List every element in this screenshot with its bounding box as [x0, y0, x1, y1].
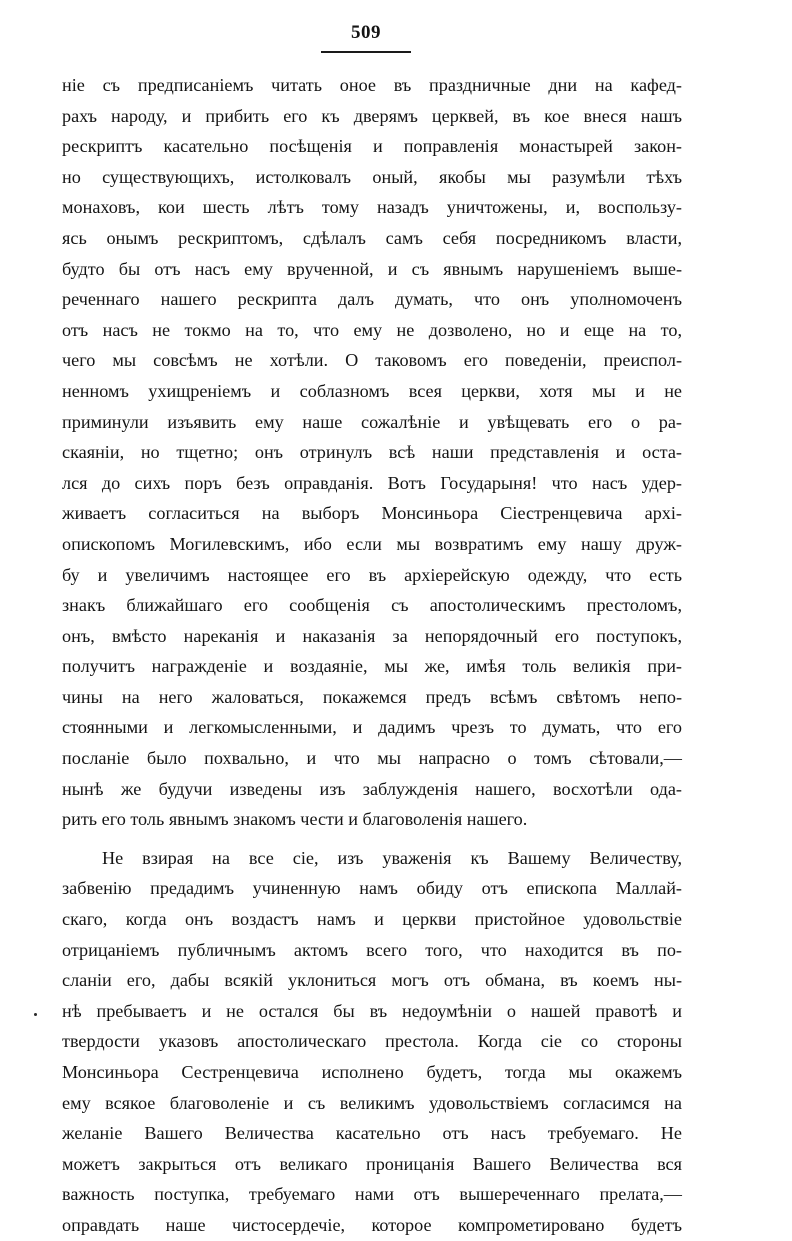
- text-line: опископомъ Могилевскимъ, ибо если мы возвратимъ ему нашу друж-: [62, 533, 682, 554]
- text-line: рахъ народу, и прибить его къ дверямъ церквей, въ кое внеся нашъ: [62, 105, 682, 126]
- text-line: скаго, когда онъ воздастъ намъ и церкви пристойное удовольствіе: [62, 909, 682, 930]
- text-line: но существующихъ, истолковалъ оный, якобы мы разумѣли тѣхъ: [62, 166, 682, 187]
- text-line: оправдать наше чистосердечіе, которое компрометировано будетъ: [62, 1214, 682, 1235]
- text-line: посланіе было похвально, и что мы напрасно о томъ сѣтовали,—: [62, 748, 682, 769]
- text-line: чего мы совсѣмъ не хотѣли. О таковомъ его поведеніи, преиспол-: [62, 350, 682, 371]
- page-number-rule: [321, 51, 411, 53]
- paragraph-1: [62, 70, 682, 835]
- text-line: живаетъ согласиться на выборъ Монсиньора Сіестренцевича архі-: [62, 503, 682, 524]
- text-line: получитъ награжденіе и воздаяніе, мы же, имѣя толь великія при-: [62, 656, 682, 677]
- paragraph-2: [62, 843, 682, 1241]
- text-line: сланіи его, дабы всякій уклониться могъ отъ обмана, въ коемъ ны-: [62, 970, 682, 991]
- text-line: лся до сихъ поръ безъ оправданія. Вотъ Государыня! что насъ удер-: [62, 472, 682, 493]
- text-line: ему всякое благоволеніе и съ великимъ удовольствіемъ согласимся на: [62, 1092, 682, 1113]
- text-line: приминули изъявить ему наше сожалѣніе и увѣщевать его о ра-: [62, 411, 682, 432]
- text-line: твердости указовъ апостолическаго престола. Когда сіе со стороны: [62, 1031, 682, 1052]
- text-line: можетъ закрыться отъ великаго проницанія Вашего Величества вся: [62, 1153, 682, 1174]
- paragraph-gap: [62, 835, 682, 843]
- text-line: онъ, вмѣсто нареканія и наказанія за непорядочный его поступокъ,: [62, 625, 682, 646]
- text-line: Монсиньора Сестренцевича исполнено будетъ, тогда мы окажемъ: [62, 1062, 682, 1082]
- text-line: рить его толь явнымъ знакомъ чести и благоволенія нашего.: [62, 809, 528, 830]
- text-line: реченнаго нашего рескрипта далъ думать, что онъ уполномоченъ: [62, 289, 682, 310]
- text-line: Не взирая на все сіе, изъ уваженія къ Вашему Величеству,: [102, 847, 682, 868]
- text-line: бу и увеличимъ настоящее его въ архіерейскую одежду, что есть: [62, 564, 682, 585]
- text-line: ясь онымъ рескриптомъ, сдѣлалъ самъ себя посредникомъ власти,: [62, 227, 682, 248]
- text-line: чины на него жаловаться, покажемся предъ всѣмъ свѣтомъ непо-: [62, 686, 682, 707]
- text-line: нынѣ же будучи изведены изъ заблужденія нашего, восхотѣли ода-: [62, 778, 682, 799]
- text-line: важность поступка, требуемаго нами отъ вышереченнаго прелата,—: [62, 1184, 682, 1205]
- text-line: забвенію предадимъ учиненную намъ обиду отъ епископа Маллай-: [62, 878, 682, 899]
- text-line: будто бы отъ насъ ему врученной, и съ явнымъ нарушеніемъ выше-: [62, 258, 682, 279]
- text-line: рескриптъ касательно посѣщенія и поправленія монастырей закон-: [62, 136, 682, 157]
- text-line: стоянными и легкомысленными, и дадимъ чрезъ то думать, что его: [62, 717, 682, 738]
- text-line: ніе съ предписаніемъ читать оное въ праздничные дни на кафед-: [62, 75, 682, 95]
- body-text: [62, 70, 682, 1241]
- text-line: отрицаніемъ публичнымъ актомъ всего того, что находится въ по-: [62, 939, 682, 960]
- text-line: отъ насъ не токмо на то, что ему не дозволено, но и еще на то,: [62, 319, 682, 340]
- text-line: желаніе Вашего Величества касательно отъ насъ требуемаго. Не: [62, 1123, 682, 1144]
- scan-speck: [34, 1013, 37, 1016]
- text-line: скаяніи, но тщетно; онъ отринулъ всѣ наши представленія и оста-: [62, 442, 682, 463]
- text-line: знакъ ближайшаго его сообщенія съ апостолическимъ престоломъ,: [62, 595, 682, 616]
- page-number: 509: [351, 22, 381, 43]
- text-line: нѣ пребываетъ и не остался бы въ недоумѣніи о нашей правотѣ и: [62, 1000, 682, 1021]
- text-line: ненномъ ухищреніемъ и соблазномъ всея церкви, хотя мы и не: [62, 380, 682, 401]
- text-line: монаховъ, кои шесть лѣтъ тому назадъ уничтожены, и, воспользу-: [62, 197, 682, 218]
